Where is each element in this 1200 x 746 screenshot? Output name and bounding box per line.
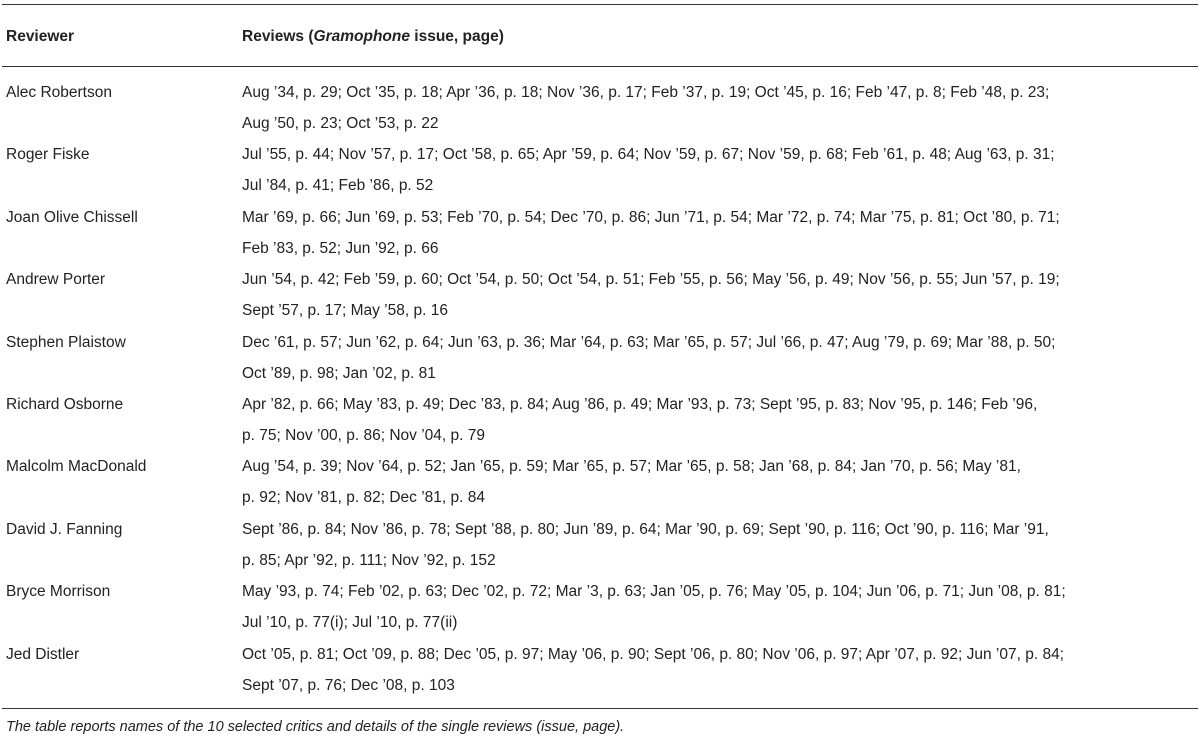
review-line: Oct ’89, p. 98; Jan ’02, p. 81 <box>242 364 436 382</box>
table-row <box>0 639 1200 701</box>
reviewer-name: Roger Fiske <box>6 146 90 164</box>
review-line: May ’93, p. 74; Feb ’02, p. 63; Dec ’02, p. 72; Mar ’3, p. 63; Jan ’05, p. 76; May ’05, p. 104; Jun ’06, p. 71; Jun ’08, p. 81; <box>242 583 1066 601</box>
reviewer-name: Richard Osborne <box>6 395 124 413</box>
table-row <box>0 327 1200 389</box>
reviewer-name: Malcolm MacDonald <box>6 458 147 476</box>
review-line: p. 85; Apr ’92, p. 111; Nov ’92, p. 152 <box>242 551 496 569</box>
table-row <box>0 514 1200 576</box>
header-reviews-suffix: issue, page) <box>409 28 504 45</box>
reviewer-name: David J. Fanning <box>6 520 123 538</box>
review-line: Sept ’57, p. 17; May ’58, p. 16 <box>242 302 448 320</box>
review-line: Mar ’69, p. 66; Jun ’69, p. 53; Feb ’70, p. 54; Dec ’70, p. 86; Jun ’71, p. 54; Mar ’72, p. 74; Mar ’75, p. 81; Oct ’80, p. 71; <box>242 208 1060 226</box>
review-list <box>242 639 1182 701</box>
review-list <box>242 327 1182 389</box>
reviewer-name: Stephen Plaistow <box>6 333 126 351</box>
review-line: Aug ’34, p. 29; Oct ’35, p. 18; Apr ’36, p. 18; Nov ’36, p. 17; Feb ’37, p. 19; Oct ’45, p. 16; Feb ’47, p. 8; Feb ’48, p. 23; <box>242 84 1050 101</box>
review-line: Aug ’50, p. 23; Oct ’53, p. 22 <box>242 115 439 132</box>
table-row <box>0 77 1200 139</box>
review-line: Jul ’55, p. 44; Nov ’57, p. 17; Oct ’58, p. 65; Apr ’59, p. 64; Nov ’59, p. 67; Nov ’59, p. 68; Feb ’61, p. 48; Aug ’63, p. 31; <box>242 146 1055 164</box>
table-row <box>0 139 1200 201</box>
table-row <box>0 264 1200 326</box>
table-header-rule <box>2 66 1198 67</box>
header-reviews-italic: Gramophone <box>313 28 410 45</box>
table-top-rule <box>2 4 1198 5</box>
review-line: Jun ’54, p. 42; Feb ’59, p. 60; Oct ’54, p. 50; Oct ’54, p. 51; Feb ’55, p. 56; May ’56, p. 49; Nov ’56, p. 55; Jun ’57, p. 19; <box>242 271 1060 289</box>
reviewer-name: Alec Robertson <box>6 84 112 101</box>
review-list <box>242 389 1182 451</box>
table-caption: The table reports names of the 10 selected critics and details of the single reviews (issue, page). <box>6 719 625 735</box>
reviewer-name: Andrew Porter <box>6 271 106 289</box>
reviewer-name: Bryce Morrison <box>6 583 111 601</box>
review-list <box>242 576 1182 638</box>
review-list <box>242 139 1182 201</box>
review-line: Sept ’86, p. 84; Nov ’86, p. 78; Sept ’88, p. 80; Jun ’89, p. 64; Mar ’90, p. 69; Sept ’90, p. 116; Oct ’90, p. 116; Mar ’91, <box>242 520 1049 538</box>
table-row <box>0 576 1200 638</box>
reviewer-name: Jed Distler <box>6 645 80 663</box>
review-line: Jul ’84, p. 41; Feb ’86, p. 52 <box>242 177 434 195</box>
reviewer-name: Joan Olive Chissell <box>6 208 138 226</box>
review-line: Dec ’61, p. 57; Jun ’62, p. 64; Jun ’63, p. 36; Mar ’64, p. 63; Mar ’65, p. 57; Jul ’66, p. 47; Aug ’79, p. 69; Mar ’88, p. 50; <box>242 333 1056 351</box>
table-row <box>0 202 1200 264</box>
review-list <box>242 77 1182 139</box>
review-line: Oct ’05, p. 81; Oct ’09, p. 88; Dec ’05, p. 97; May ’06, p. 90; Sept ’06, p. 80; Nov ’06, p. 97; Apr ’07, p. 92; Jun ’07, p. 84; <box>242 645 1064 663</box>
review-line: Feb ’83, p. 52; Jun ’92, p. 66 <box>242 239 439 257</box>
review-line: p. 75; Nov ’00, p. 86; Nov ’04, p. 79 <box>242 426 485 444</box>
review-line: Apr ’82, p. 66; May ’83, p. 49; Dec ’83, p. 84; Aug ’86, p. 49; Mar ’93, p. 73; Sept ’95, p. 83; Nov ’95, p. 146; Feb ’96, <box>242 395 1038 413</box>
header-reviewer: Reviewer <box>6 28 75 45</box>
header-reviews-prefix: Reviews ( <box>242 28 314 45</box>
review-line: Sept ’07, p. 76; Dec ’08, p. 103 <box>242 676 455 694</box>
table-row <box>0 451 1200 513</box>
table-bottom-rule <box>2 708 1198 709</box>
review-line: p. 92; Nov ’81, p. 82; Dec ’81, p. 84 <box>242 489 485 507</box>
review-list <box>242 451 1182 513</box>
review-list <box>242 202 1182 264</box>
review-line: Aug ’54, p. 39; Nov ’64, p. 52; Jan ’65, p. 59; Mar ’65, p. 57; Mar ’65, p. 58; Jan ’68, p. 84; Jan ’70, p. 56; May ’81, <box>242 458 1021 476</box>
header-reviews <box>242 28 504 46</box>
review-list <box>242 264 1182 326</box>
table-row <box>0 389 1200 451</box>
review-list <box>242 514 1182 576</box>
review-line: Jul ’10, p. 77(i); Jul ’10, p. 77(ii) <box>242 614 458 632</box>
table-body <box>0 77 1200 701</box>
